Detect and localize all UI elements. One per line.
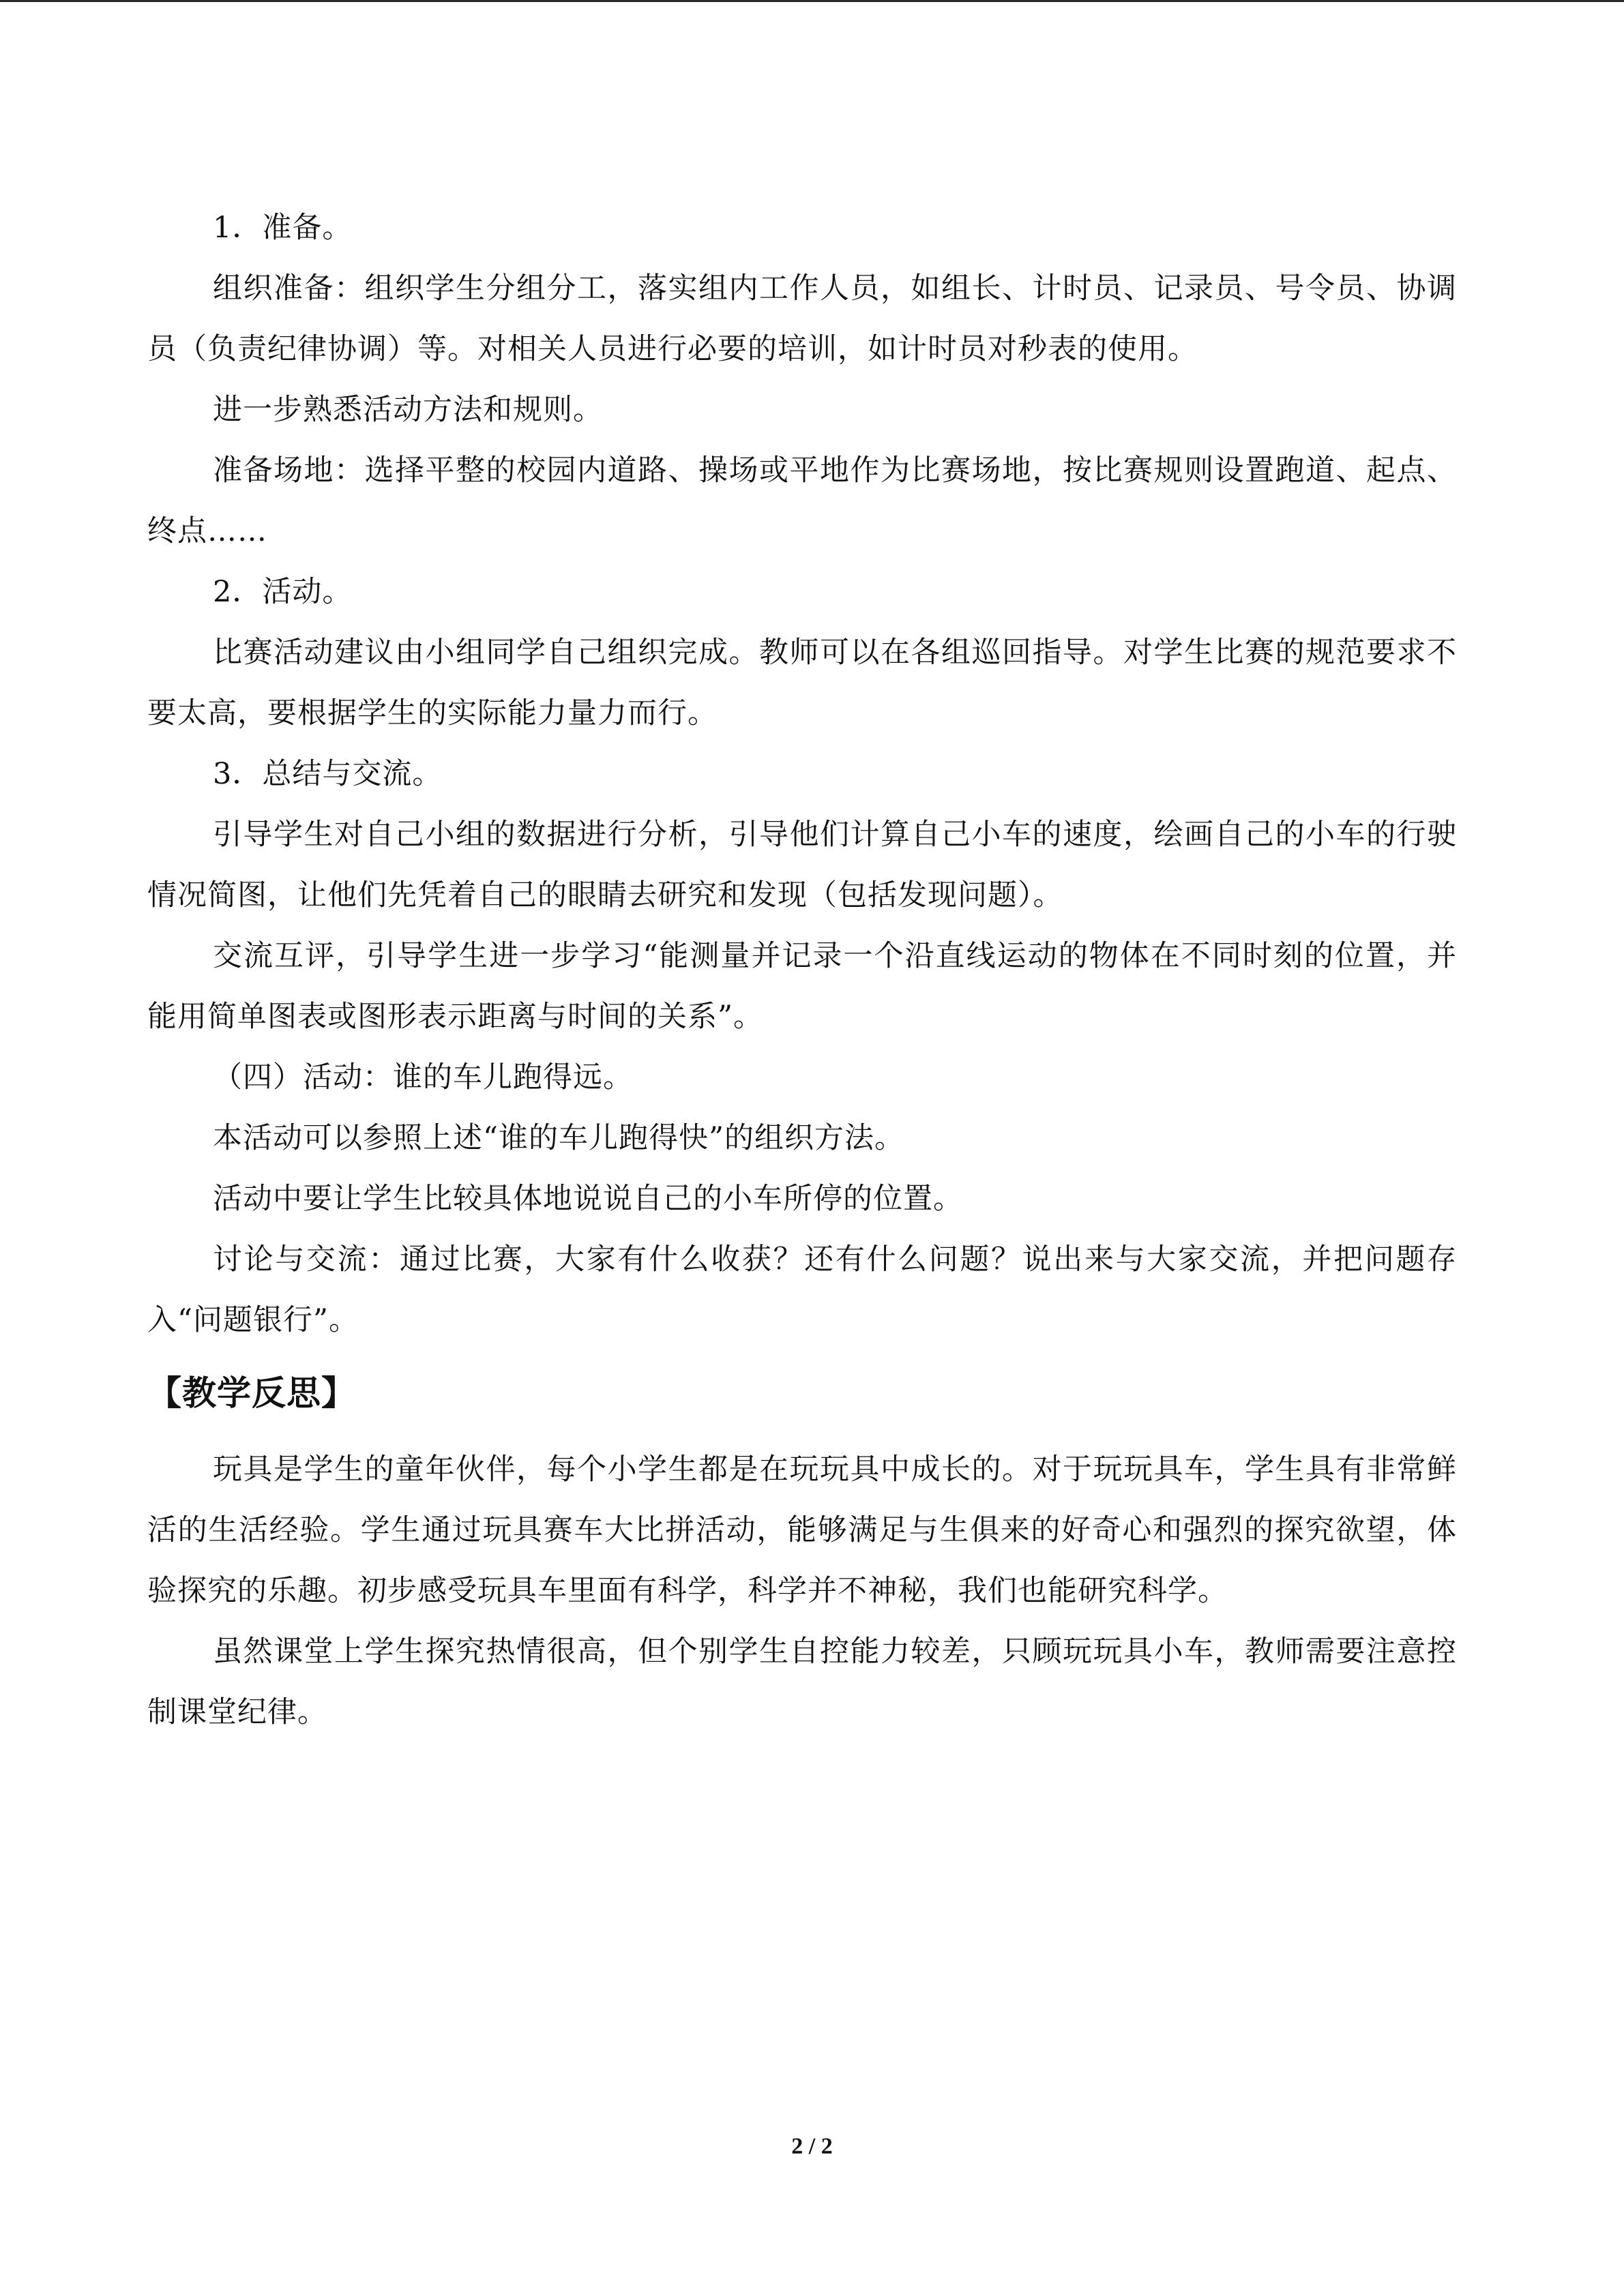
paragraph-peer-review: 交流互评，引导学生进一步学习“能测量并记录一个沿直线运动的物体在不同时刻的位置，并能用简单图表或图形表示距离与时间的关系”。 xyxy=(147,939,1457,1034)
paragraph-step-1-heading: 1．准备。 xyxy=(213,211,353,245)
document-body xyxy=(147,198,1457,1743)
paragraph-step-3-heading: 3．总结与交流。 xyxy=(213,757,443,791)
paragraph-stop-position: 活动中要让学生比较具体地说说自己的小车所停的位置。 xyxy=(213,1182,963,1216)
paragraph-discussion: 讨论与交流：通过比赛，大家有什么收获？还有什么问题？说出来与大家交流，并把问题存入“问题银行”。 xyxy=(147,1242,1457,1337)
paragraph-competition-activity: 比赛活动建议由小组同学自己组织完成。教师可以在各组巡回指导。对学生比赛的规范要求不要太高，要根据学生的实际能力量力而行。 xyxy=(147,636,1457,730)
page-number: 2 / 2 xyxy=(791,2134,833,2159)
section-heading-teaching-reflection: 【教学反思】 xyxy=(147,1373,356,1413)
paragraph-step-2-heading: 2．活动。 xyxy=(213,575,353,609)
paragraph-reference-method: 本活动可以参照上述“谁的车儿跑得快”的组织方法。 xyxy=(213,1121,904,1155)
paragraph-reflection-discipline: 虽然课堂上学生探究热情很高，但个别学生自控能力较差，只顾玩玩具小车，教师需要注意控制课堂纪律。 xyxy=(147,1635,1457,1729)
paragraph-venue-prep: 准备场地：选择平整的校园内道路、操场或平地作为比赛场地，按比赛规则设置跑道、起点、终点…… xyxy=(147,453,1457,548)
paragraph-reflection-toys: 玩具是学生的童年伙伴，每个小学生都是在玩玩具中成长的。对于玩玩具车，学生具有非常鲜活的生活经验。学生通过玩具赛车大比拼活动，能够满足与生俱来的好奇心和强烈的探究欲望，体验探究的乐趣。初步感受玩具车里面有科学，科学并不神秘，我们也能研究科学。 xyxy=(147,1452,1457,1608)
paragraph-activity-four-heading: （四）活动：谁的车儿跑得远。 xyxy=(213,1060,633,1094)
paragraph-organization-prep: 组织准备：组织学生分组分工，落实组内工作人员，如组长、计时员、记录员、号令员、协调员（负责纪律协调）等。对相关人员进行必要的培训，如计时员对秒表的使用。 xyxy=(147,271,1457,366)
paragraph-familiarize-rules: 进一步熟悉活动方法和规则。 xyxy=(213,393,603,427)
top-border-line xyxy=(0,0,1624,2)
paragraph-data-analysis: 引导学生对自己小组的数据进行分析，引导他们计算自己小车的速度，绘画自己的小车的行驶情况简图，让他们先凭着自己的眼睛去研究和发现（包括发现问题）。 xyxy=(147,818,1457,912)
